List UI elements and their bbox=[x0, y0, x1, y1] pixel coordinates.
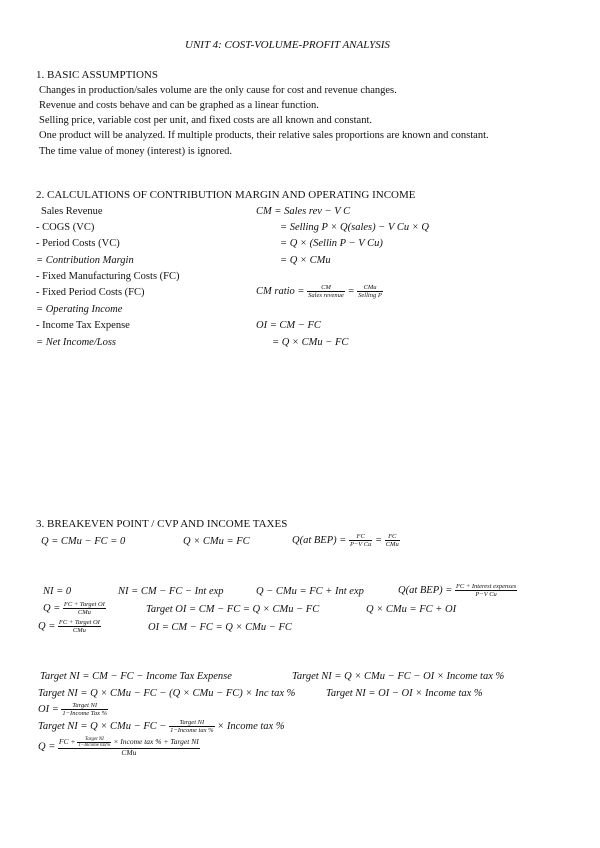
target-oi-formula: Q = $\frac{\text{FC + Target OI}}{\text{CMu}}$ bbox=[43, 601, 105, 616]
section-3-heading: 3. BREAKEVEN POINT / CVP AND INCOME TAXES bbox=[36, 518, 288, 530]
target-ni-formula: OI = $\frac{\text{Target NI}}{\text{1−Income Tax \%}}$ bbox=[38, 702, 108, 717]
target-oi-formula: OI = CM − FC = Q × CMu − FC bbox=[148, 622, 292, 633]
target-ni-formula: Target NI = Q × CMu − FC − OI × Income tax % bbox=[292, 671, 505, 682]
page-title: UNIT 4: COST-VOLUME-PROFIT ANALYSIS bbox=[185, 39, 390, 51]
income-line: - Income Tax Expense bbox=[36, 320, 130, 331]
assumption-item: The time value of money (interest) is ignored. bbox=[39, 146, 233, 157]
target-ni-formula: Target NI = Q × CMu − FC − $\frac{\text{Target NI}}{\text{1−Income tax \%}}$ × Income tax % bbox=[38, 719, 285, 734]
cm-formula: = Q × CMu bbox=[280, 255, 331, 266]
bep-formula: NI = CM − FC − Int exp bbox=[118, 586, 224, 597]
section-2-heading: 2. CALCULATIONS OF CONTRIBUTION MARGIN AND OPERATING INCOME bbox=[36, 189, 416, 201]
income-line: - Fixed Manufacturing Costs (FC) bbox=[36, 271, 180, 282]
bep-formula: Q × CMu = FC bbox=[183, 536, 250, 547]
income-line: - COGS (VC) bbox=[36, 222, 95, 233]
cm-formula: CM = Sales rev − V C bbox=[256, 206, 351, 217]
income-line: = Net Income/Loss bbox=[36, 337, 116, 348]
target-ni-formula: Target NI = OI − OI × Income tax % bbox=[326, 688, 483, 699]
target-oi-formula: Q × CMu = FC + OI bbox=[366, 604, 457, 615]
assumption-item: Revenue and costs behave and can be graphed as a linear function. bbox=[39, 100, 319, 111]
bep-formula: Q(at BEP) = $\frac{\text{FC + Interest expenses}}{\text{P−V Cu}}$ bbox=[398, 583, 517, 598]
section-1-heading: 1. BASIC ASSUMPTIONS bbox=[36, 69, 158, 81]
assumption-item: Changes in production/sales volume are the only cause for cost and revenue changes. bbox=[39, 85, 397, 96]
target-ni-formula: Q = FC + $\frac{\text{Target NI}}{\text{1−Income tax\%}}$ × Income tax % + Target NI CMu bbox=[38, 737, 199, 757]
target-oi-formula: Target OI = CM − FC = Q × CMu − FC bbox=[146, 604, 320, 615]
income-line: - Period Costs (VC) bbox=[36, 238, 120, 249]
income-line: = Operating Income bbox=[36, 304, 123, 315]
oi-formula: OI = CM − FC bbox=[256, 320, 321, 331]
income-line: - Fixed Period Costs (FC) bbox=[36, 287, 145, 298]
cm-ratio-formula: CM ratio = $\frac{CM}{\text{Sales revenue}}$ = $\frac{\text{CMu}}{\text{Selling P}}$ bbox=[256, 284, 382, 299]
oi-formula: = Q × CMu − FC bbox=[272, 337, 349, 348]
target-ni-formula: Target NI = Q × CMu − FC − (Q × CMu − FC) × Inc tax % bbox=[38, 688, 296, 699]
assumption-item: Selling price, variable cost per unit, and fixed costs are all known and constant. bbox=[39, 115, 372, 126]
cm-formula: = Selling P × Q(sales) − V Cu × Q bbox=[280, 222, 429, 233]
bep-formula: NI = 0 bbox=[43, 586, 72, 597]
target-ni-formula: Target NI = CM − FC − Income Tax Expense bbox=[40, 671, 232, 682]
income-line: = Contribution Margin bbox=[36, 255, 134, 266]
cm-formula: = Q × (Sellin P − V Cu) bbox=[280, 238, 383, 249]
target-oi-formula: Q = $\frac{\text{FC + Target OI}}{\text{CMu}}$ bbox=[38, 619, 100, 634]
income-line: Sales Revenue bbox=[41, 206, 103, 217]
bep-formula: Q − CMu = FC + Int exp bbox=[256, 586, 364, 597]
bep-formula: Q = CMu − FC = 0 bbox=[41, 536, 126, 547]
assumption-item: One product will be analyzed. If multiple products, their relative sales proportions are known and constant. bbox=[39, 130, 489, 141]
bep-formula: Q(at BEP) = $\frac{FC}{\text{P−V Cu}}$ = $\frac{FC}{\text{CMu}}$ bbox=[292, 533, 399, 548]
